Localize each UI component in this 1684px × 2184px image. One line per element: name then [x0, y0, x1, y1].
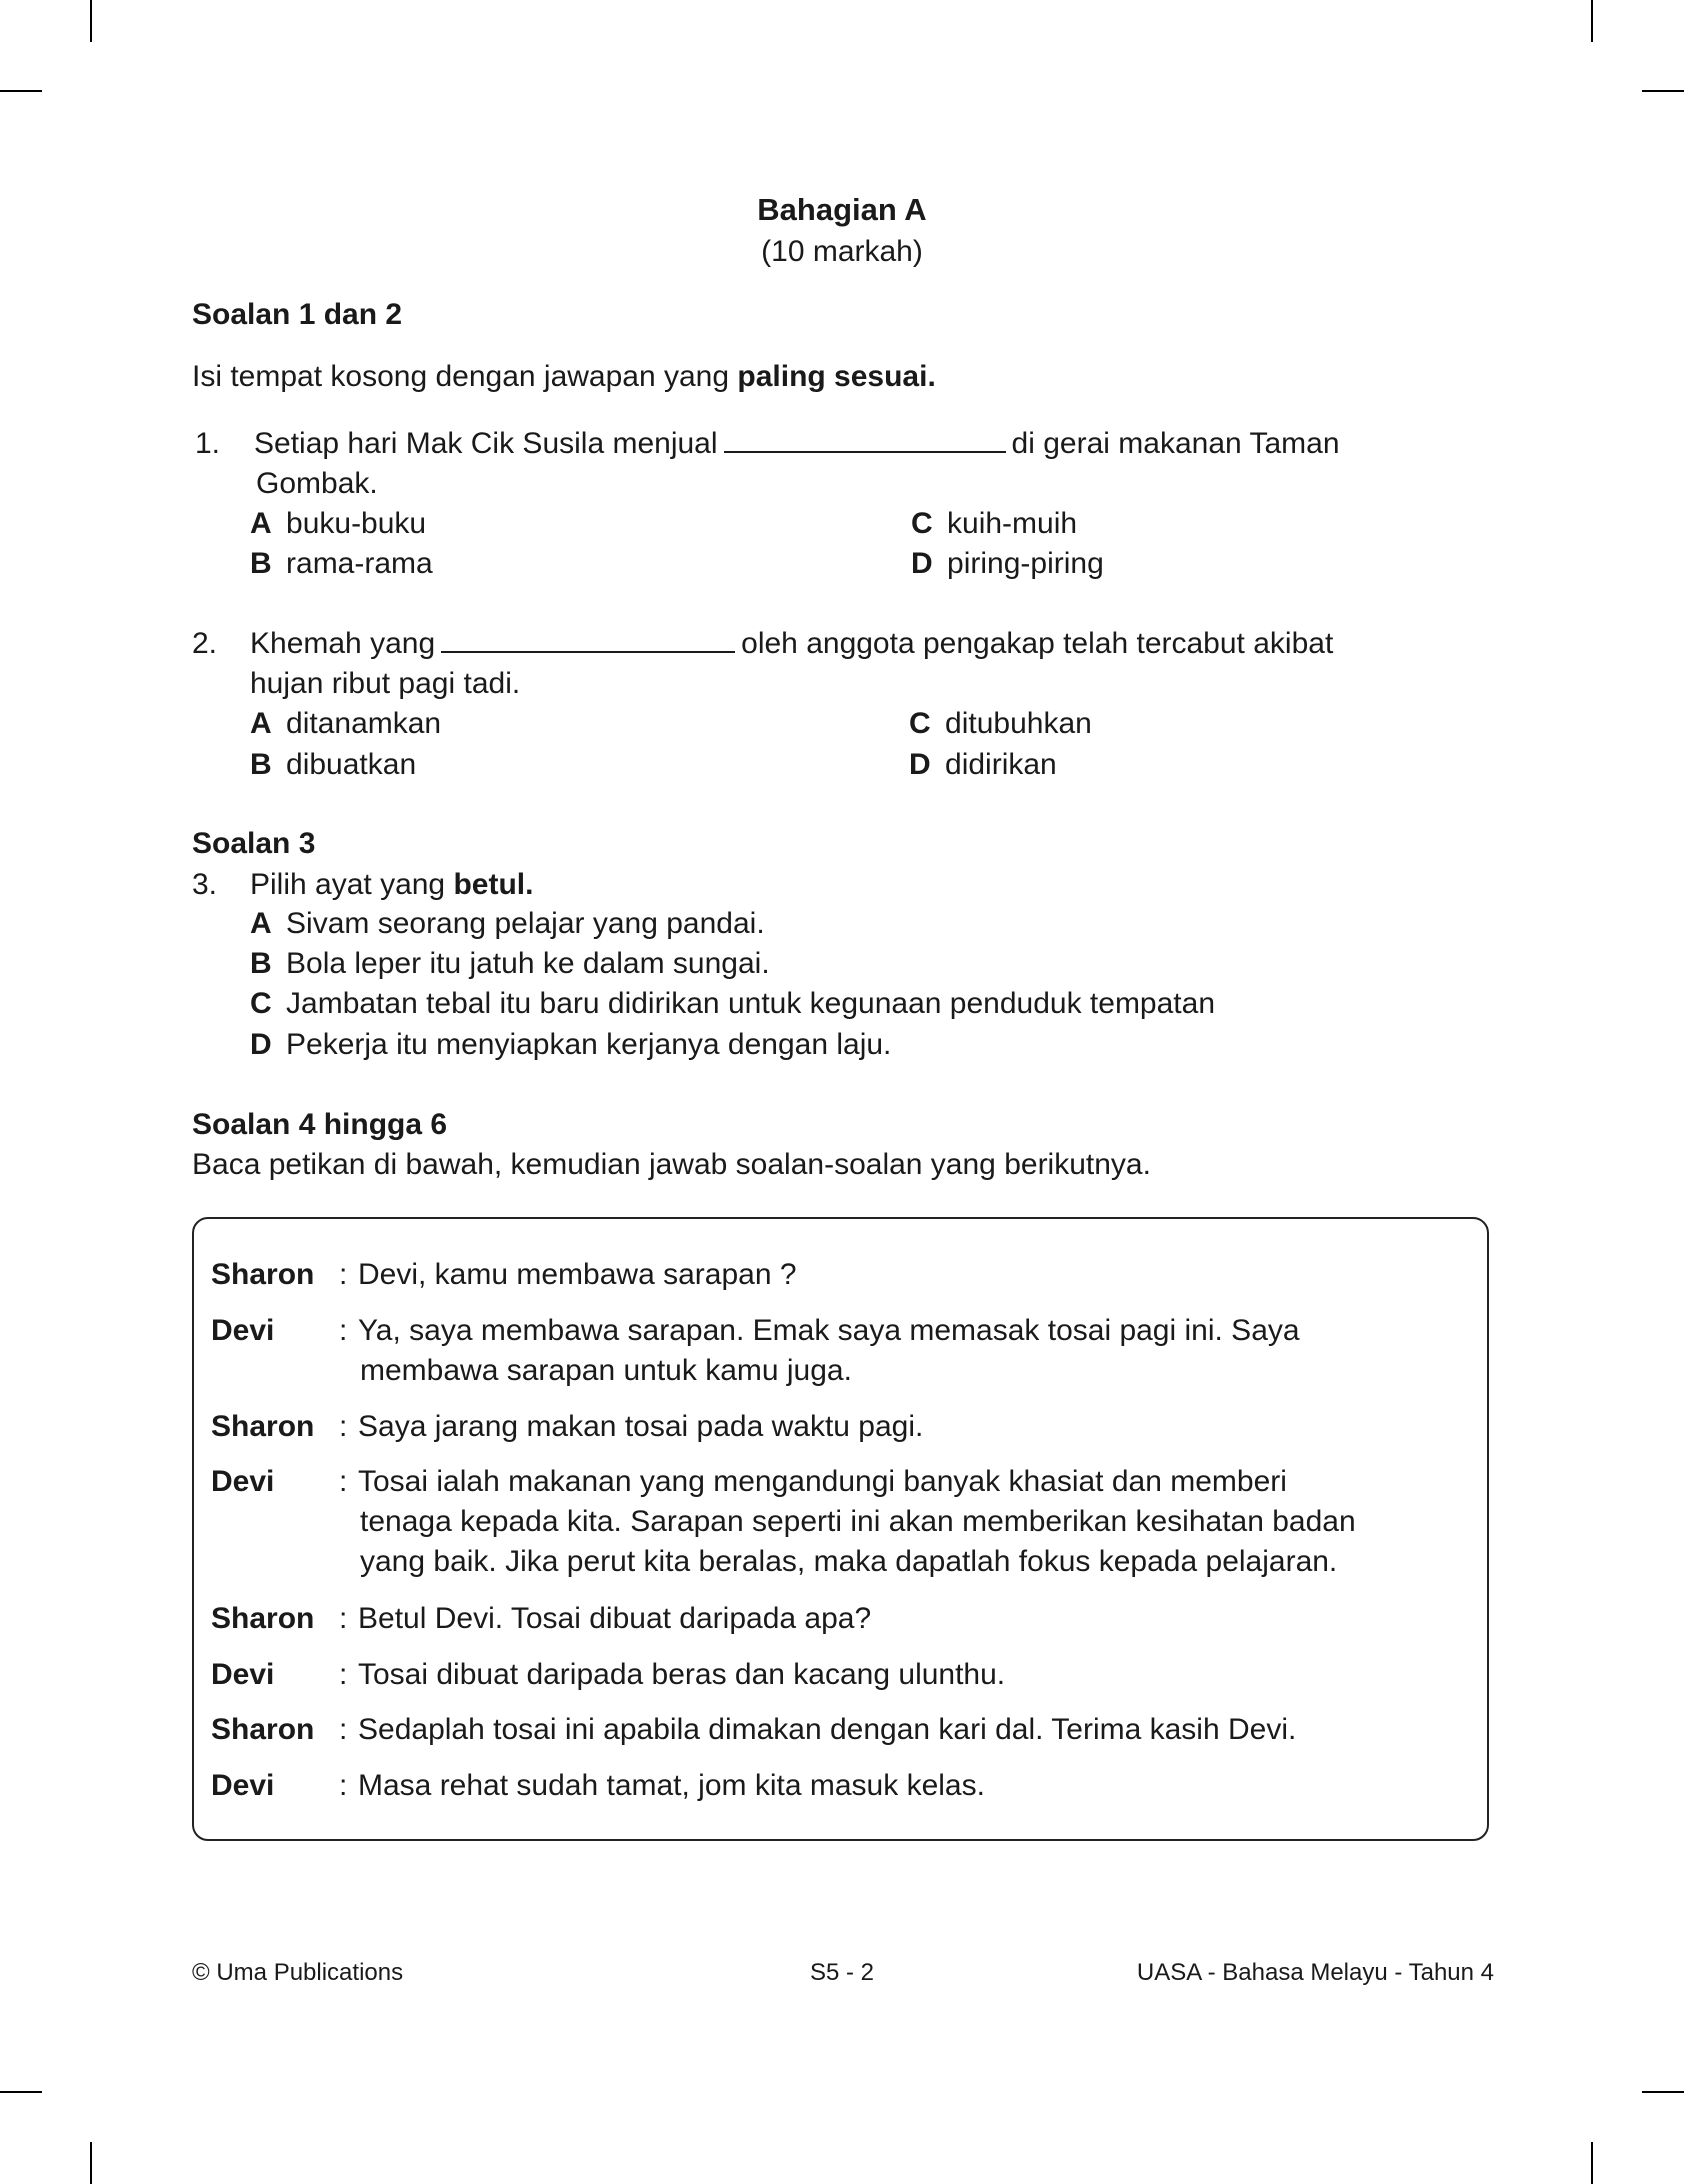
question-2-after-blank: oleh anggota pengakap telah tercabut akibat [741, 627, 1334, 660]
dialogue-text: Tosai dibuat daripada beras dan kacang ulunthu. [358, 1658, 1006, 1691]
question-1-after-blank: di gerai makanan Taman [1011, 427, 1340, 460]
option-1a[interactable] [250, 506, 426, 542]
dialogue-line [358, 1766, 1478, 1806]
option-text: Bola leper itu jatuh ke dalam sungai. [286, 947, 770, 980]
dialogue-text: Masa rehat sudah tamat, jom kita masuk kelas. [358, 1769, 985, 1802]
answer-blank-1[interactable] [724, 450, 1006, 453]
dialogue-text: Devi, kamu membawa sarapan ? [358, 1258, 797, 1291]
dialogue-line [358, 1255, 1478, 1295]
question-3-prompt [250, 867, 533, 903]
instruction-emphasis: paling sesuai. [737, 360, 936, 393]
dialogue-line [358, 1311, 1478, 1391]
question-1-stem-line2: Gombak. [256, 467, 378, 500]
dialogue-line [358, 1407, 1478, 1447]
option-text: Pekerja itu menyiapkan kerjanya dengan laju. [286, 1028, 892, 1061]
option-2d[interactable] [909, 747, 1057, 783]
answer-blank-2[interactable] [441, 650, 735, 653]
dialogue-colon: : [339, 1465, 348, 1498]
dialogue-text: Tosai ialah makanan yang mengandungi banyak khasiat dan memberi [358, 1465, 1287, 1498]
footer-page-number: S5 - 2 [809, 1959, 875, 1986]
option-letter: A [250, 507, 272, 540]
option-text: kuih-muih [947, 507, 1078, 540]
crop-mark-top-right-vertical [1591, 0, 1593, 42]
option-letter: C [911, 507, 933, 540]
option-3d[interactable] [250, 1027, 891, 1063]
dialogue-colon: : [339, 1602, 348, 1635]
dialogue-line [358, 1462, 1478, 1582]
option-2c[interactable] [909, 706, 1092, 742]
option-letter: A [250, 707, 272, 740]
option-text: Sivam seorang pelajar yang pandai. [286, 907, 765, 940]
dialogue-speaker: Sharon [211, 1602, 315, 1635]
group-instruction-q1-2 [192, 359, 936, 395]
footer-title: UASA - Bahasa Melayu - Tahun 4 [1136, 1959, 1494, 1986]
question-1-stem [254, 426, 1340, 462]
option-text: ditanamkan [286, 707, 442, 740]
crop-mark-bottom-right-horizontal [1642, 2091, 1684, 2093]
group-heading-q4-6: Soalan 4 hingga 6 [192, 1108, 448, 1141]
crop-mark-top-right-horizontal [1642, 90, 1684, 92]
crop-mark-bottom-left-vertical [90, 2142, 92, 2184]
dialogue-colon: : [339, 1410, 348, 1443]
option-2b[interactable] [250, 747, 416, 783]
question-number-3: 3. [192, 868, 218, 901]
option-1b[interactable] [250, 546, 433, 582]
option-text: buku-buku [286, 507, 427, 540]
question-1-before-blank: Setiap hari Mak Cik Susila menjual [254, 427, 718, 460]
option-letter: D [909, 748, 931, 781]
dialogue-colon: : [339, 1314, 348, 1347]
option-letter: D [911, 547, 933, 580]
option-3a[interactable] [250, 906, 765, 942]
dialogue-speaker: Devi [211, 1658, 275, 1691]
option-letter: C [909, 707, 931, 740]
option-1c[interactable] [911, 506, 1077, 542]
option-letter: B [250, 547, 272, 580]
option-letter: D [250, 1028, 272, 1061]
dialogue-text: yang baik. Jika perut kita beralas, maka dapatlah fokus kepada pelajaran. [360, 1545, 1338, 1578]
option-letter: B [250, 748, 272, 781]
dialogue-colon: : [339, 1769, 348, 1802]
dialogue-text: membawa sarapan untuk kamu juga. [360, 1354, 852, 1387]
option-text: piring-piring [947, 547, 1104, 580]
dialogue-speaker: Devi [211, 1465, 275, 1498]
question-3-prompt-text: Pilih ayat yang [250, 868, 454, 901]
question-number-1: 1. [195, 427, 221, 460]
dialogue-text: tenaga kepada kita. Sarapan seperti ini akan memberikan kesihatan badan [360, 1505, 1356, 1538]
dialogue-text: Sedaplah tosai ini apabila dimakan dengan kari dal. Terima kasih Devi. [358, 1713, 1297, 1746]
crop-mark-bottom-right-vertical [1591, 2142, 1593, 2184]
instruction-text: Isi tempat kosong dengan jawapan yang [192, 360, 738, 393]
section-marks: (10 markah) [761, 235, 923, 268]
dialogue-speaker: Sharon [211, 1258, 315, 1291]
dialogue-colon: : [339, 1258, 348, 1291]
crop-mark-top-left-horizontal [0, 90, 42, 92]
section-title: Bahagian A [757, 192, 927, 227]
option-text: Jambatan tebal itu baru didirikan untuk kegunaan penduduk tempatan [286, 987, 1216, 1020]
option-letter: C [250, 987, 272, 1020]
dialogue-speaker: Sharon [211, 1713, 315, 1746]
question-2-stem-line2: hujan ribut pagi tadi. [250, 667, 521, 700]
option-letter: B [250, 947, 272, 980]
dialogue-speaker: Devi [211, 1314, 275, 1347]
question-number-2: 2. [192, 627, 218, 660]
option-3b[interactable] [250, 946, 770, 982]
option-text: ditubuhkan [945, 707, 1092, 740]
option-text: didirikan [945, 748, 1057, 781]
option-2a[interactable] [250, 706, 441, 742]
dialogue-colon: : [339, 1713, 348, 1746]
dialogue-line [358, 1710, 1478, 1750]
option-letter: A [250, 907, 272, 940]
footer-publisher: © Uma Publications [192, 1959, 404, 1986]
question-3-prompt-emphasis: betul. [453, 868, 534, 901]
dialogue-speaker: Devi [211, 1769, 275, 1802]
group-instruction-q4-6: Baca petikan di bawah, kemudian jawab soalan-soalan yang berikutnya. [192, 1148, 1151, 1181]
dialogue-line [358, 1599, 1478, 1639]
dialogue-text: Saya jarang makan tosai pada waktu pagi. [358, 1410, 924, 1443]
crop-mark-bottom-left-horizontal [0, 2091, 42, 2093]
dialogue-speaker: Sharon [211, 1410, 315, 1443]
dialogue-line [358, 1655, 1478, 1695]
crop-mark-top-left-vertical [90, 0, 92, 42]
option-text: rama-rama [286, 547, 433, 580]
option-text: dibuatkan [286, 748, 417, 781]
question-2-before-blank: Khemah yang [250, 627, 436, 660]
dialogue-colon: : [339, 1658, 348, 1691]
option-3c[interactable] [250, 986, 1215, 1022]
dialogue-text: Betul Devi. Tosai dibuat daripada apa? [358, 1602, 872, 1635]
question-2-stem [250, 626, 1333, 662]
option-1d[interactable] [911, 546, 1104, 582]
group-heading-q1-2: Soalan 1 dan 2 [192, 298, 403, 331]
dialogue-text: Ya, saya membawa sarapan. Emak saya memasak tosai pagi ini. Saya [358, 1314, 1300, 1347]
group-heading-q3: Soalan 3 [192, 827, 316, 860]
